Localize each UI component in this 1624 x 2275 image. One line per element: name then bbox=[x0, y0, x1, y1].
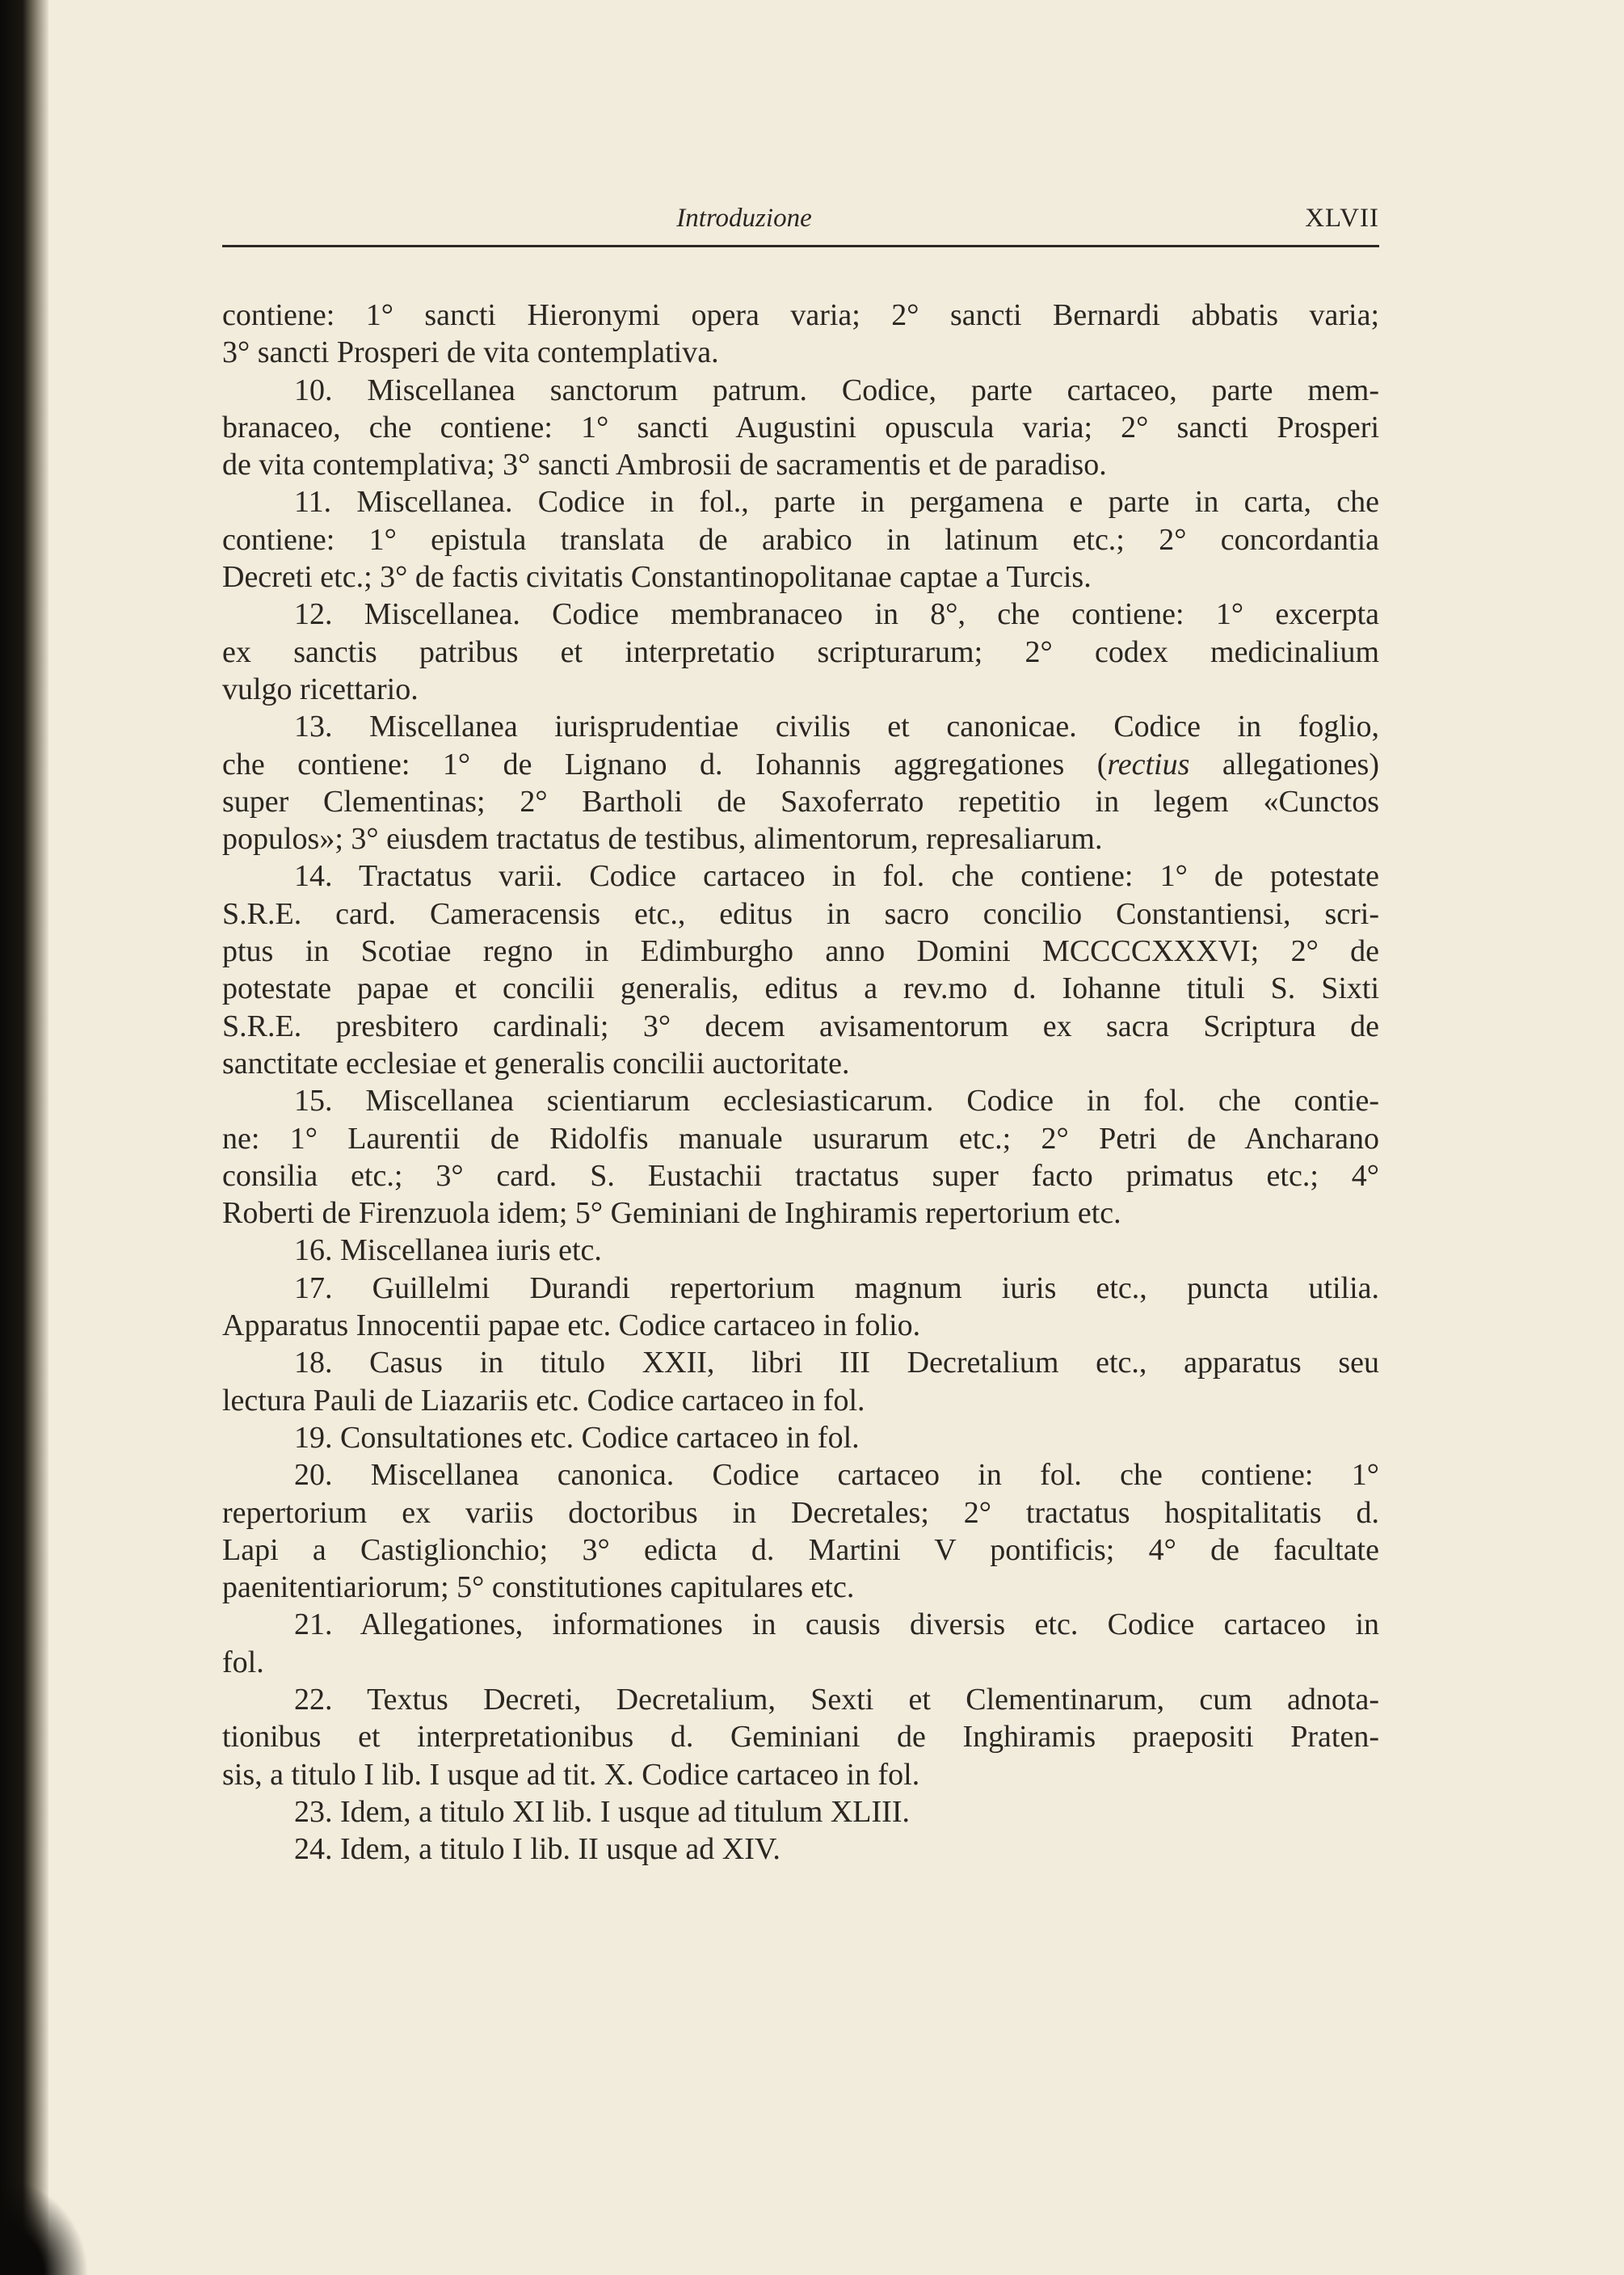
text-line: sanctitate ecclesiae et generalis concilii auctoritate. bbox=[222, 1046, 850, 1081]
text-segment: che contiene: 1° de Lignano d. Iohannis aggregationes ( bbox=[222, 747, 1108, 782]
body-text bbox=[222, 297, 1379, 1868]
text-line: Decreti etc.; 3° de factis civitatis Constantinopolitanae captae a Turcis. bbox=[222, 560, 1092, 595]
entry-first-line: 10. Miscellanea sanctorum patrum. Codice, parte cartaceo, parte mem- bbox=[294, 373, 1379, 407]
text-line: lectura Pauli de Liazariis etc. Codice cartaceo in fol. bbox=[222, 1383, 865, 1418]
text-line: repertorium ex variis doctoribus in Decretales; 2° tractatus hospitalitatis d. bbox=[222, 1495, 1379, 1530]
running-title: Introduzione bbox=[676, 204, 812, 233]
entry-first-line: 17. Guillelmi Durandi repertorium magnum iuris etc., puncta utilia. bbox=[294, 1270, 1379, 1305]
entry-first-line: 23. Idem, a titulo XI lib. I usque ad titulum XLIII. bbox=[294, 1794, 910, 1829]
entry-first-line: 12. Miscellanea. Codice membranaceo in 8°, che contiene: 1° excerpta bbox=[294, 597, 1379, 632]
text-line: vulgo ricettario. bbox=[222, 672, 419, 706]
header-rule bbox=[222, 245, 1379, 247]
text-line: Roberti de Firenzuola idem; 5° Geminiani de Inghiramis repertorium etc. bbox=[222, 1196, 1121, 1231]
italic-text: rectius bbox=[1107, 747, 1190, 782]
text-line: ptus in Scotiae regno in Edimburgho anno Domini MCCCCXXXVI; 2° de bbox=[222, 934, 1379, 969]
text-line: fol. bbox=[222, 1645, 264, 1679]
entry-first-line: 13. Miscellanea iurisprudentiae civilis et canonicae. Codice in foglio, bbox=[294, 710, 1379, 744]
entry-first-line: 15. Miscellanea scientiarum ecclesiasticarum. Codice in fol. che contie- bbox=[294, 1084, 1379, 1119]
entry-first-line: 24. Idem, a titulo I lib. II usque ad XIV. bbox=[294, 1832, 780, 1867]
page-number: XLVII bbox=[1305, 204, 1379, 233]
entry-first-line: 22. Textus Decreti, Decretalium, Sexti et Clementinarum, cum adnota- bbox=[294, 1682, 1379, 1717]
text-line: sis, a titulo I lib. I usque ad tit. X. Codice cartaceo in fol. bbox=[222, 1757, 920, 1792]
text-line: paenitentiariorum; 5° constitutiones capitulares etc. bbox=[222, 1570, 855, 1605]
book-spine-shadow bbox=[0, 0, 48, 2275]
text-segment: allegationes) bbox=[1189, 747, 1379, 782]
entry-first-line: 20. Miscellanea canonica. Codice cartaceo in fol. che contiene: 1° bbox=[294, 1458, 1379, 1493]
text-line: ex sanctis patribus et interpretatio scripturarum; 2° codex medicinalium bbox=[222, 634, 1379, 669]
page-header bbox=[222, 204, 1379, 239]
text-line: S.R.E. presbitero cardinali; 3° decem avisamentorum ex sacra Scriptura de bbox=[222, 1009, 1379, 1043]
text-line: contiene: 1° sancti Hieronymi opera varia; 2° sancti Bernardi abbatis varia; bbox=[222, 298, 1379, 332]
text-line: S.R.E. card. Cameracensis etc., editus in sacro concilio Constantiensi, scri- bbox=[222, 896, 1379, 931]
entry-first-line: 19. Consultationes etc. Codice cartaceo in fol. bbox=[294, 1420, 860, 1455]
text-line: potestate papae et concilii generalis, editus a rev.mo d. Iohanne tituli S. Sixti bbox=[222, 971, 1379, 1006]
corner-shadow bbox=[0, 2178, 89, 2275]
text-line: de vita contemplativa; 3° sancti Ambrosii de sacramentis et de paradiso. bbox=[222, 448, 1107, 482]
entry-first-line: 18. Casus in titulo XXII, libri III Decretalium etc., apparatus seu bbox=[294, 1346, 1379, 1380]
text-line bbox=[222, 746, 1379, 783]
entry-first-line: 21. Allegationes, informationes in causis diversis etc. Codice cartaceo in bbox=[294, 1607, 1379, 1642]
text-line: super Clementinas; 2° Bartholi de Saxoferrato repetitio in legem «Cunctos bbox=[222, 784, 1379, 819]
text-line: 3° sancti Prosperi de vita contemplativa. bbox=[222, 335, 719, 370]
text-line: tionibus et interpretationibus d. Geminiani de Inghiramis praepositi Praten- bbox=[222, 1720, 1379, 1755]
text-line: branaceo, che contiene: 1° sancti Augustini opuscula varia; 2° sancti Prosperi bbox=[222, 410, 1379, 444]
entry-first-line: 14. Tractatus varii. Codice cartaceo in fol. che contiene: 1° de potestate bbox=[294, 859, 1379, 894]
text-line: ne: 1° Laurentii de Ridolfis manuale usurarum etc.; 2° Petri de Ancharano bbox=[222, 1121, 1379, 1156]
entry-first-line: 11. Miscellanea. Codice in fol., parte in pergamena e parte in carta, che bbox=[294, 485, 1379, 520]
text-line: populos»; 3° eiusdem tractatus de testibus, alimentorum, represaliarum. bbox=[222, 822, 1103, 857]
text-line: contiene: 1° epistula translata de arabico in latinum etc.; 2° concordantia bbox=[222, 522, 1379, 557]
text-line: Apparatus Innocentii papae etc. Codice cartaceo in folio. bbox=[222, 1308, 921, 1343]
text-line: Lapi a Castiglionchio; 3° edicta d. Martini V pontificis; 4° de facultate bbox=[222, 1532, 1379, 1567]
entry-first-line: 16. Miscellanea iuris etc. bbox=[294, 1233, 602, 1268]
text-line: consilia etc.; 3° card. S. Eustachii tractatus super facto primatus etc.; 4° bbox=[222, 1158, 1379, 1193]
